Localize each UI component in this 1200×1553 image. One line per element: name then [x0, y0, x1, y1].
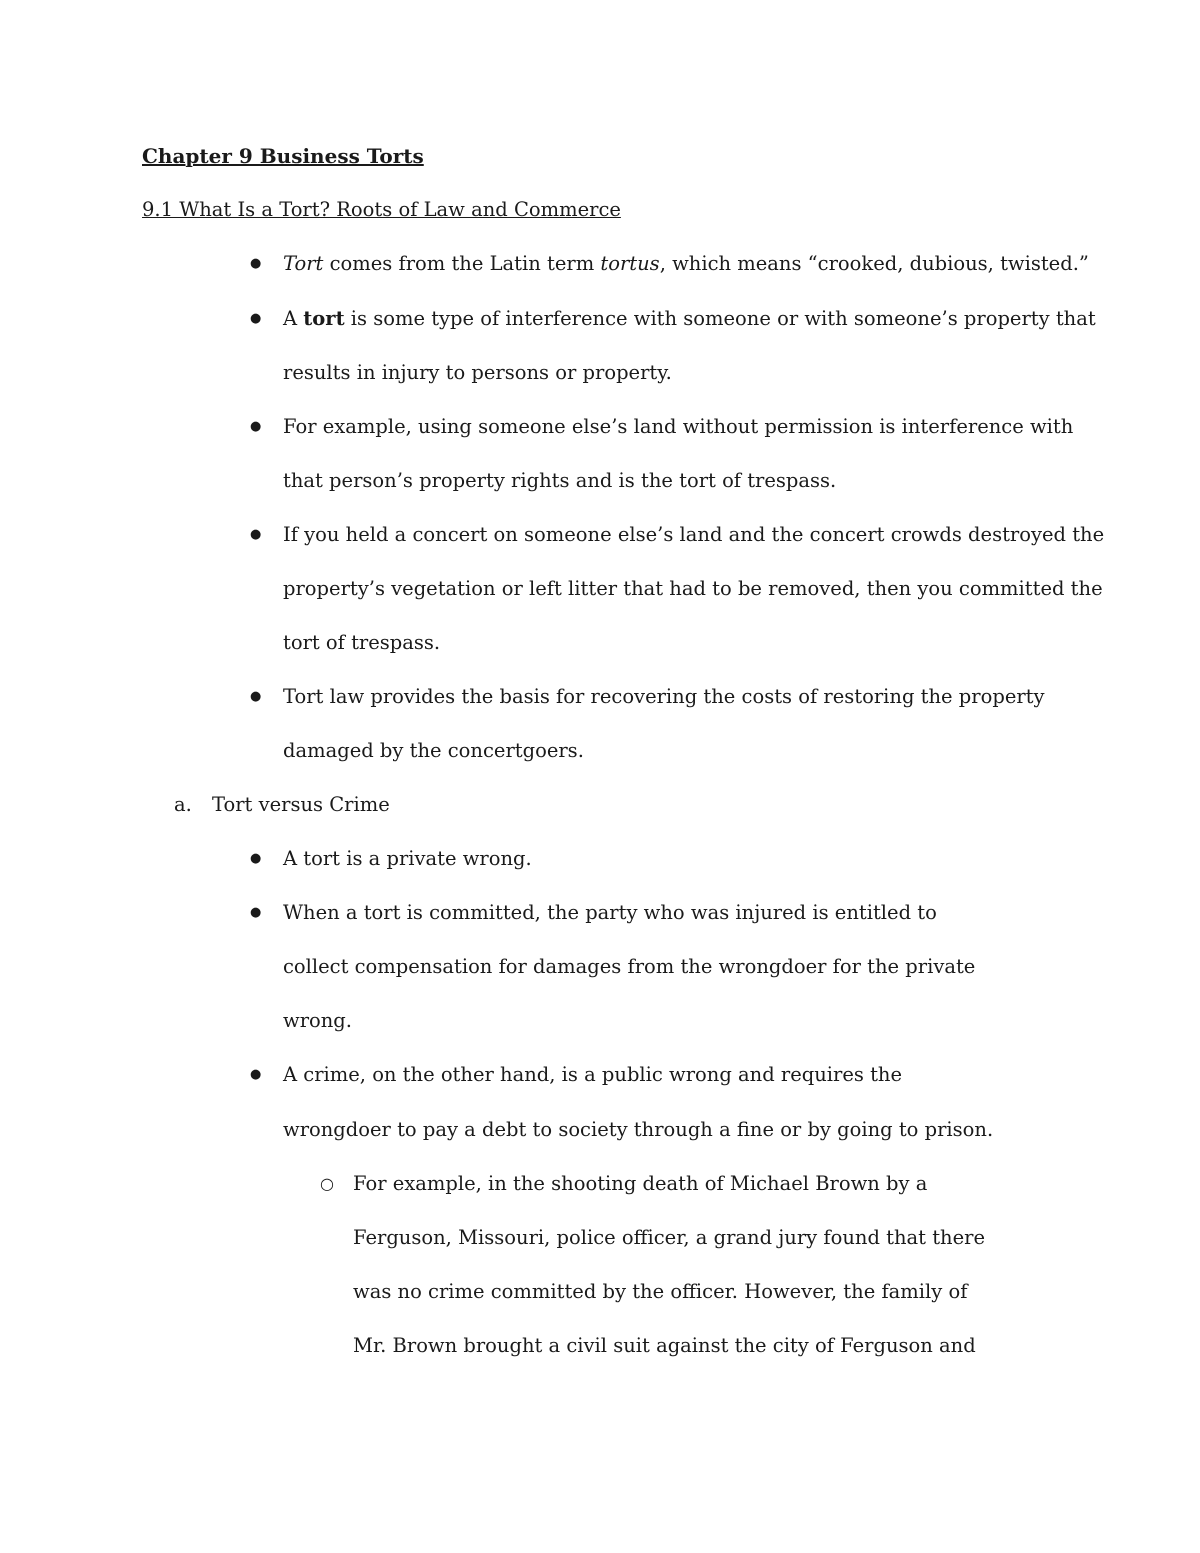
- list-marker-a: a.: [174, 793, 192, 816]
- bullet-marker: ●: [250, 689, 262, 704]
- bullet-marker: ●: [250, 1067, 262, 1082]
- bullet-text: A tort is some type of interference with someone or with someone’s property that: [283, 307, 1096, 330]
- bullet-text: When a tort is committed, the party who was injured is entitled to: [283, 901, 937, 924]
- bullet-text-continued: tort of trespass.: [283, 631, 441, 654]
- bullet-text: For example, using someone else’s land without permission is interference with: [283, 415, 1074, 438]
- bullet-marker: ●: [250, 419, 262, 434]
- sub-bullet-text-continued: Mr. Brown brought a civil suit against the city of Ferguson and: [353, 1334, 976, 1357]
- bullet-marker: ●: [250, 311, 262, 326]
- bullet-text-continued: that person’s property rights and is the tort of trespass.: [283, 469, 837, 492]
- sub-bullet-text: For example, in the shooting death of Michael Brown by a: [353, 1172, 928, 1195]
- term-tortus: tortus: [600, 252, 660, 275]
- subsection-title: Tort versus Crime: [212, 793, 390, 816]
- bullet-text-continued: wrong.: [283, 1009, 352, 1032]
- chapter-title: Chapter 9 Business Torts: [142, 144, 424, 168]
- bullet-text-continued: wrongdoer to pay a debt to society through a fine or by going to prison.: [283, 1118, 994, 1141]
- bullet-text-continued: collect compensation for damages from the wrongdoer for the private: [283, 955, 976, 978]
- bullet-text-continued: results in injury to persons or property.: [283, 361, 672, 384]
- bullet-marker: ●: [250, 851, 262, 866]
- bullet-text-continued: damaged by the concertgoers.: [283, 739, 584, 762]
- bullet-text: A tort is a private wrong.: [283, 847, 532, 870]
- bullet-marker: ●: [250, 905, 262, 920]
- term-tort: Tort: [283, 252, 324, 275]
- sub-bullet-text-continued: was no crime committed by the officer. However, the family of: [353, 1280, 968, 1303]
- bullet-marker: ●: [250, 527, 262, 542]
- sub-bullet-text-continued: Ferguson, Missouri, police officer, a grand jury found that there: [353, 1226, 986, 1249]
- bullet-text: A crime, on the other hand, is a public wrong and requires the: [283, 1063, 903, 1086]
- bullet-text: Tort law provides the basis for recovering the costs of restoring the property: [283, 685, 1045, 708]
- bullet-text: Tort comes from the Latin term tortus, which means “crooked, dubious, twisted.”: [283, 252, 1089, 275]
- sub-bullet-marker: ○: [320, 1174, 334, 1193]
- bullet-text: If you held a concert on someone else’s land and the concert crowds destroyed the: [283, 523, 1105, 546]
- bullet-text-continued: property’s vegetation or left litter that had to be removed, then you committed the: [283, 577, 1103, 600]
- section-title: 9.1 What Is a Tort? Roots of Law and Commerce: [142, 198, 621, 221]
- term-tort-bold: tort: [303, 307, 345, 330]
- bullet-marker: ●: [250, 256, 262, 271]
